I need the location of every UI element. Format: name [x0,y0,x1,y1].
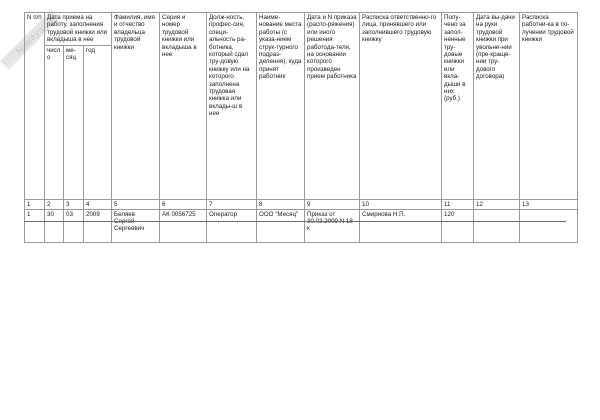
work-book-ledger-table [24,12,578,243]
header-cell-position: Долж-ность, профес-сия, специ-альность ра-ботника, который сдал тру-довую книжку или на которого заполнена трудовая книжка или вклады-ш в нее [207,13,257,200]
header-cell-sign: Расписка работни-ка в по-лучении трудовой книжки [520,13,578,200]
divider-line [24,221,566,222]
cell-order: Приказ от 30.03.2009 N 18-к [305,209,360,242]
cell-received: 120 [442,209,474,242]
header-cell-receipt: Расписка ответственно-го лица, принявшего или заполнившего трудовую книжку [360,13,442,200]
header-cell-date: Дата приема на работу, заполнения трудовой книжки или вкладыша в нее [45,13,112,46]
watermark: Nowaya [0,10,59,69]
column-number-row [25,199,578,209]
cell-day: 30 [45,209,64,242]
cell-month: 03 [64,209,84,242]
cell-name: Беляев Сергей Сергеевич [112,209,160,242]
column-number: 5 [112,199,160,209]
column-number: 3 [64,199,84,209]
column-number: 10 [360,199,442,209]
header-cell-no: N п/п [25,13,45,200]
header-cell-day: число [45,45,64,199]
column-number: 1 [25,199,45,209]
column-number: 7 [207,199,257,209]
column-number: 11 [442,199,474,209]
column-number: 9 [305,199,360,209]
cell-issue [474,209,520,242]
cell-receipt: Смирнова Н.П. [360,209,442,242]
column-number: 6 [160,199,207,209]
header-cell-order: Дата и N приказа (распо-ряжения) или иного решения работода-теля, на основании которого произведен прием работника [305,13,360,200]
column-number: 4 [84,199,112,209]
table-header-row [25,13,578,46]
header-cell-dept: Наиме-нование места работы (с указа-нием струк-турного подраз-деления), куда принят работник [257,13,305,200]
cell-year: 2009 [84,209,112,242]
column-number: 2 [45,199,64,209]
column-number: 8 [257,199,305,209]
cell-no: 1 [25,209,45,242]
header-cell-series: Серия и номер трудовой книжки или вкладыша в нее [160,13,207,200]
table-row [25,209,578,242]
cell-dept: ООО "Месяц" [257,209,305,242]
header-cell-year: год [84,45,112,199]
header-cell-name: Фамилия, имя и отчество владельца трудовой книжки [112,13,160,200]
cell-position: Оператор [207,209,257,242]
cell-sign [520,209,578,242]
cell-series: АК 0056725 [160,209,207,242]
header-cell-received: Полу-чено за запол-ненные тру-довые книжки или вкла-дыши в них (руб.) [442,13,474,200]
header-cell-month: ме-сяц [64,45,84,199]
header-cell-issue: Дата вы-дачи на руки трудовой книжки при увольне-нии (пре-краще-нии тру-дового договора) [474,13,520,200]
column-number: 13 [520,199,578,209]
column-number: 12 [474,199,520,209]
